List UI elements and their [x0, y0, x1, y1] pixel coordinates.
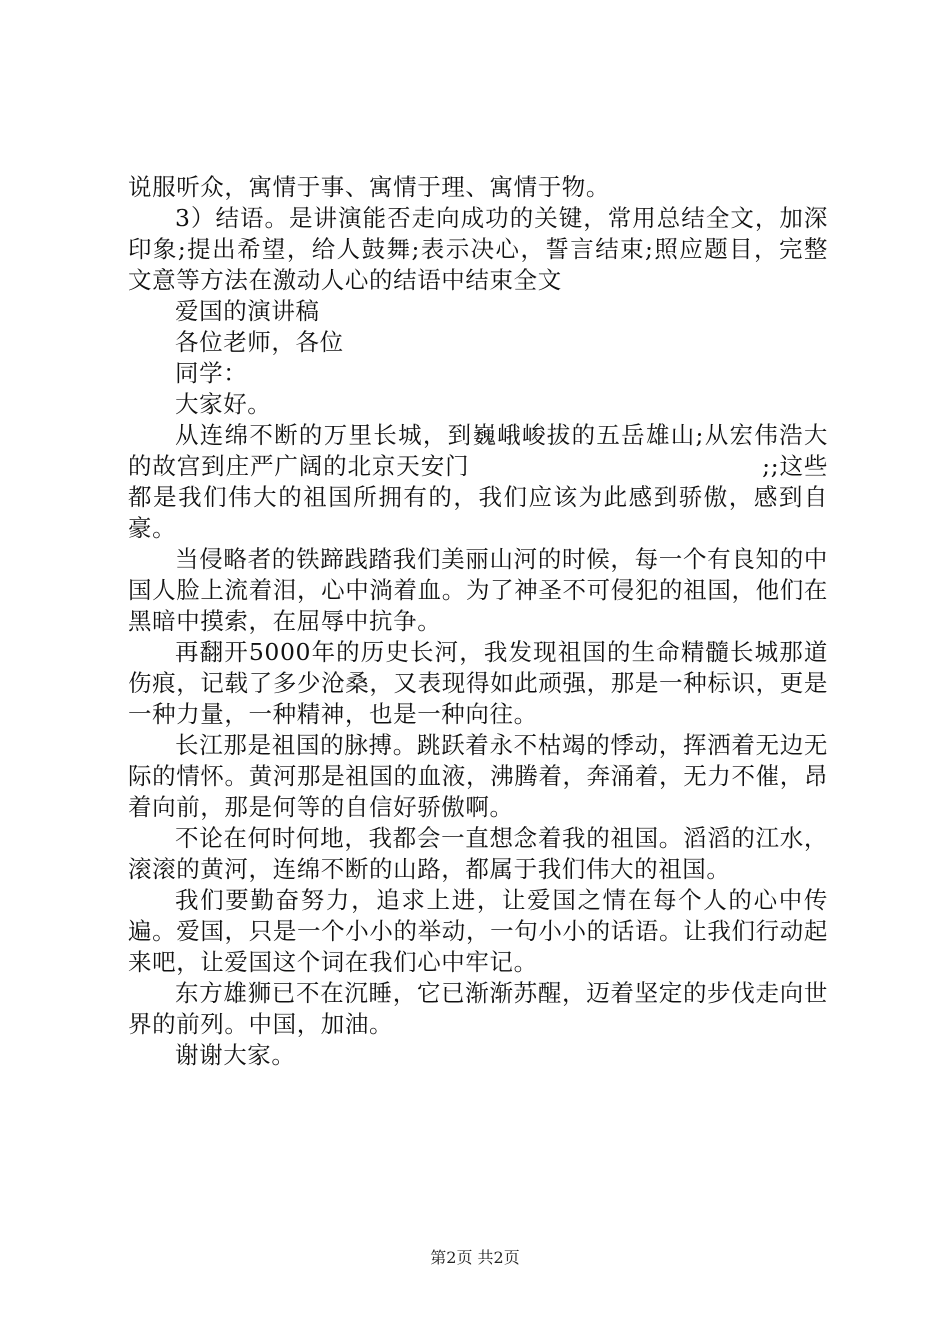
paragraph-11: 我们要勤奋努力，追求上进，让爱国之情在每个人的心中传遍。爱国，只是一个小小的举动，一句小小的话语。让我们行动起来吧，让爱国这个词在我们心中牢记。 [128, 886, 828, 976]
paragraph-9: 长江那是祖国的脉搏。跳跃着永不枯竭的悸动，挥洒着无边无际的情怀。黄河那是祖国的血液，沸腾着，奔涌着，无力不催，昂着向前，那是何等的自信好骄傲啊。 [128, 731, 828, 821]
speech-title: 爱国的演讲稿 [175, 297, 320, 325]
paragraph-1: 3）结语。是讲演能否走向成功的关键，常用总结全文，加深印象;提出希望，给人鼓舞;表示决心，誓言结束;照应题目，完整文意等方法在激动人心的结语中结束全文 [128, 204, 828, 294]
paragraph-7: 当侵略者的铁蹄践踏我们美丽山河的时候，每一个有良知的中国人脸上流着泪，心中淌着血。为了神圣不可侵犯的祖国，他们在黑暗中摸索，在屈辱中抗争。 [128, 545, 828, 635]
paragraph-10: 不论在何时何地，我都会一直想念着我的祖国。滔滔的江水，滚滚的黄河，连绵不断的山路，都属于我们伟大的祖国。 [128, 824, 828, 883]
closing-thanks: 谢谢大家。 [175, 1041, 296, 1069]
paragraph-12: 东方雄狮已不在沉睡，它已渐渐苏醒，迈着坚定的步伐走向世界的前列。中国，加油。 [128, 979, 828, 1038]
salutation-line-1: 各位老师，各位 [175, 328, 344, 356]
salutation-line-2: 同学： [175, 359, 248, 387]
paragraph-6: 从连绵不断的万里长城，到巍峨峻拔的五岳雄山;从宏伟浩大的故宫到庄严广阔的北京天安门 ;;这些都是我们伟大的祖国所拥有的，我们应该为此感到骄傲，感到自豪。 [128, 421, 828, 542]
paragraph-0: 说服听众，寓情于事、寓情于理、寓情于物。 [128, 173, 610, 201]
greeting: 大家好。 [175, 390, 272, 418]
paragraph-8: 再翻开5000年的历史长河，我发现祖国的生命精髓长城那道伤痕，记载了多少沧桑，又表现得如此顽强，那是一种标识，更是一种力量，一种精神，也是一种向往。 [128, 638, 828, 728]
page-footer: 第2页 共2页 [430, 1248, 520, 1267]
document-body [128, 172, 828, 1071]
